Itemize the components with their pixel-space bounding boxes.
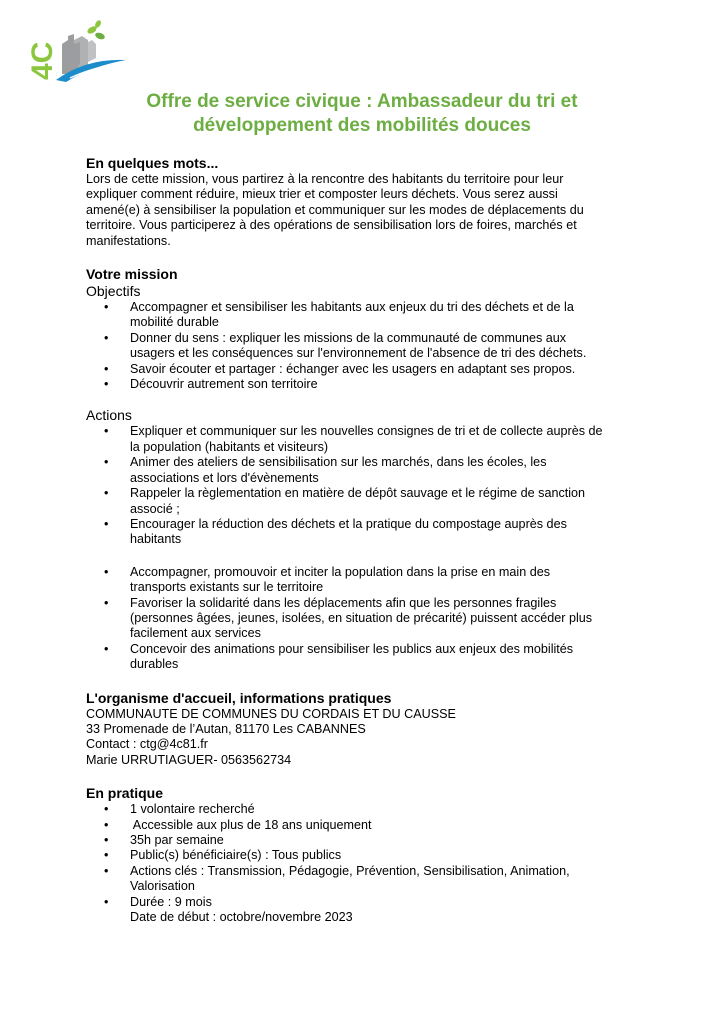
list-item-text: Expliquer et communiquer sur les nouvelles consignes de tri et de collecte auprès de (130, 424, 603, 439)
list-item (86, 818, 646, 833)
organisme-address: 33 Promenade de l’Autan, 81170 Les CABANNES (86, 721, 366, 736)
intro-line: amené(e) à sensibiliser la population et communiquer sur les modes de déplacements du (86, 202, 584, 217)
list-item (86, 895, 646, 926)
list-item (86, 331, 646, 362)
pratique-section (86, 785, 646, 925)
list-item (86, 362, 646, 377)
list-item-text: usagers et les conséquences sur l'environnement de l'absence de tri des déchets. (130, 346, 587, 361)
intro-section (86, 155, 646, 249)
pratique-list (86, 802, 646, 925)
actions-label: Actions (86, 407, 132, 424)
list-item-text: Concevoir des animations pour sensibiliser les publics aux enjeux des mobilités (130, 641, 574, 656)
intro-line: manifestations. (86, 233, 171, 248)
list-item (86, 642, 646, 673)
page-title (60, 90, 664, 138)
logo-4c (26, 14, 130, 86)
list-item-text: associations et lors d'évènements (130, 470, 319, 485)
list-item-text: durables (130, 657, 179, 672)
list-item (86, 455, 646, 486)
organisme-contact[interactable]: Contact : ctg@4c81.fr (86, 737, 208, 752)
intro-paragraph (86, 172, 646, 249)
list-item (86, 486, 646, 517)
list-item-text: facilement aux services (130, 626, 261, 641)
list-item-text: la population (habitants et visiteurs) (130, 439, 329, 454)
intro-heading: En quelques mots... (86, 155, 219, 171)
list-item-text: 1 volontaire recherché (130, 802, 255, 817)
list-item (86, 565, 646, 596)
objectifs-list (86, 300, 646, 392)
list-item-text: habitants (130, 532, 182, 547)
title-line-1: Offre de service civique : Ambassadeur du tri et (146, 91, 578, 112)
list-item (86, 802, 646, 817)
organisme-heading: L'organisme d'accueil, informations pratiques (86, 689, 392, 706)
list-item (86, 300, 646, 331)
mission-heading: Votre mission (86, 266, 178, 283)
mission-section (86, 266, 646, 673)
list-item (86, 377, 646, 392)
list-item-text: Encourager la réduction des déchets et la pratique du compostage auprès des (130, 516, 567, 531)
list-item-text: Découvrir autrement son territoire (130, 377, 318, 392)
intro-line: Lors de cette mission, vous partirez à la rencontre des habitants du territoire pour leur (86, 172, 564, 186)
document-body (86, 155, 646, 925)
list-item-text: Actions clés : Transmission, Pédagogie, Prévention, Sensibilisation, Animation, (130, 863, 570, 878)
pratique-heading: En pratique (86, 785, 164, 802)
list-item-text: Animer des ateliers de sensibilisation sur les marchés, dans les écoles, les (130, 455, 547, 470)
intro-line: expliquer comment réduire, mieux trier et composter leurs déchets. Vous serez aussi (86, 187, 558, 202)
actions-list-mobility (86, 565, 646, 673)
title-line-2: développement des mobilités douces (193, 115, 531, 136)
logo-text: 4C (26, 41, 59, 80)
list-item-text: Durée : 9 mois (130, 894, 212, 909)
list-item (86, 424, 646, 455)
list-item (86, 596, 646, 642)
list-item-text: Favoriser la solidarité dans les déplacements afin que les personnes fragiles (130, 595, 557, 610)
list-item-text: transports existants sur le territoire (130, 580, 324, 595)
list-item-text: Rappeler la règlementation en matière de dépôt sauvage et le régime de sanction (130, 486, 586, 501)
objectifs-label: Objectifs (86, 283, 141, 300)
organisme-details (86, 707, 646, 769)
list-item (86, 848, 646, 863)
organisme-name: COMMUNAUTE DE COMMUNES DU CORDAIS ET DU CAUSSE (86, 706, 456, 721)
list-item (86, 864, 646, 895)
list-item-text: Date de début : octobre/novembre 2023 (130, 910, 353, 925)
organisme-section (86, 690, 646, 769)
organisme-person: Marie URRUTIAGUER- 0563562734 (86, 752, 292, 767)
list-item-text: (personnes âgées, jeunes, isolées, en situation de précarité) puissent accéder plus (130, 610, 593, 625)
intro-line: territoire. Vous participerez à des opérations de sensibilisation lors de foires, marchés et (86, 218, 577, 233)
list-item-text: Accompagner, promouvoir et inciter la population dans la prise en main des (130, 564, 551, 579)
list-item-text: Valorisation (130, 879, 195, 894)
list-item-text: Accessible aux plus de 18 ans uniquement (130, 817, 372, 832)
list-item (86, 517, 646, 548)
list-item-text: Savoir écouter et partager : échanger avec les usagers en adaptant ses propos. (130, 361, 576, 376)
list-item (86, 833, 646, 848)
actions-list (86, 424, 646, 547)
list-item-text: Public(s) bénéficiaire(s) : Tous publics (130, 848, 342, 863)
spacer (86, 548, 646, 565)
list-item-text: associé ; (130, 501, 180, 516)
list-item-text: Accompagner et sensibiliser les habitants aux enjeux du tri des déchets et de la (130, 300, 574, 315)
list-item-text: Donner du sens : expliquer les missions de la communauté de communes aux (130, 330, 567, 345)
list-item-text: 35h par semaine (130, 833, 224, 847)
list-item-text: mobilité durable (130, 315, 219, 330)
